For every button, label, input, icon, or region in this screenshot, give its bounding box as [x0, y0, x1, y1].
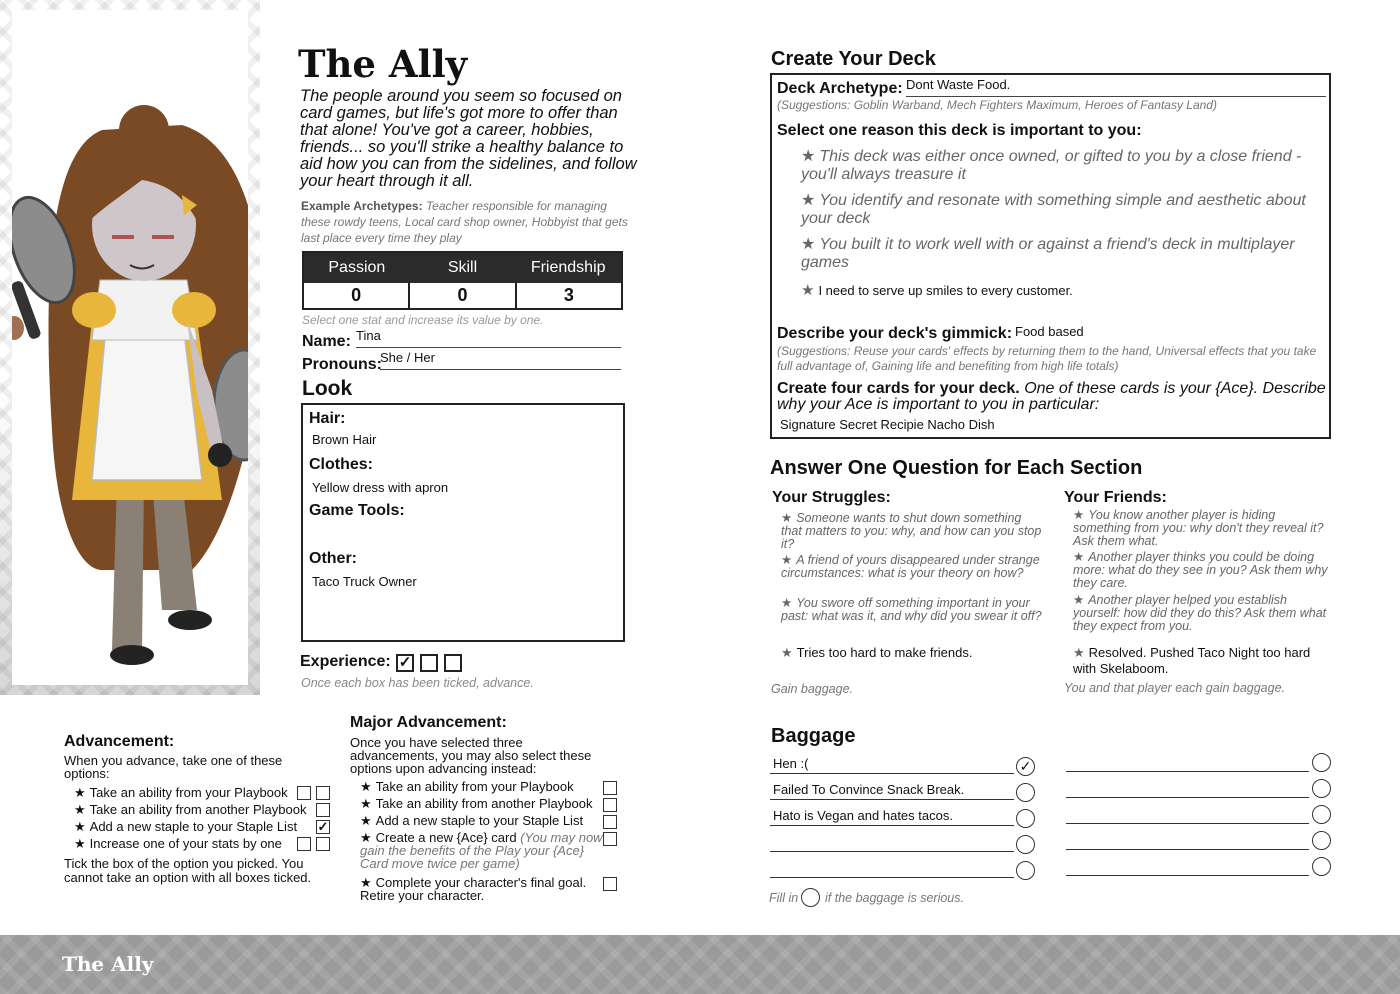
deck-gimmick-suggestions: (Suggestions: Reuse your cards' effects by returning them to the hand, Universal effects that you take full advantage of, Gaining life and benefiting from high life totals) [777, 344, 1317, 373]
stats-value-row [304, 283, 621, 308]
stat-header-passion: Passion [328, 259, 386, 276]
stats-table [302, 251, 623, 310]
stat-value-friendship[interactable]: 3 [515, 283, 621, 308]
friends-title: Your Friends: [1064, 489, 1167, 506]
deck-reason-option[interactable]: ★ You identify and resonate with something simple and aesthetic about your deck [801, 192, 1326, 228]
hair-label: Hair: [309, 410, 346, 427]
advancement-checkbox[interactable] [316, 803, 330, 817]
name-field[interactable]: Tina [356, 328, 621, 348]
advancement-option: ★ Take an ability from your Playbook [74, 785, 288, 801]
baggage-line[interactable] [770, 856, 1014, 878]
character-illustration [12, 10, 248, 685]
hair-value[interactable]: Brown Hair [312, 432, 377, 447]
advancement-checkbox[interactable]: ✓ [317, 819, 329, 834]
major-advancement-option: ★ Create a new {Ace} card (You may now gain the benefits of the Play your {Ace} Card move twice per game) [360, 831, 605, 870]
deck-box [770, 73, 1331, 439]
major-advancement-title: Major Advancement: [350, 714, 507, 731]
deck-reason-label: Select one reason this deck is important to you: [777, 122, 1142, 139]
example-archetypes-text: Teacher responsible for managing these rowdy teens, Local card shop owner, Hobbyist that gets last place every time they play [301, 199, 628, 245]
stats-header-row [304, 253, 621, 283]
baggage-serious-circle[interactable] [1016, 809, 1035, 828]
experience-checkbox[interactable]: ✓ [396, 654, 414, 672]
advancement-checkbox[interactable] [297, 837, 311, 851]
major-advancement-intro: Once you have selected three advancements, you may also select these options upon advancing instead: [350, 735, 592, 776]
baggage-serious-circle[interactable] [1016, 861, 1035, 880]
pronouns-field[interactable]: She / Her [380, 350, 621, 370]
baggage-line[interactable]: Failed To Convince Snack Break. [770, 778, 1014, 800]
friend-question[interactable]: ★ Another player helped you establish yourself: how did they do this? Ask them what they expect from you. [1073, 594, 1335, 633]
advancement-checkbox[interactable] [316, 786, 330, 800]
deck-gimmick-label: Describe your deck's gimmick: [777, 325, 1013, 342]
deck-archetype-field[interactable]: Dont Waste Food. [906, 77, 1326, 97]
major-advancement-checkbox[interactable] [603, 877, 617, 891]
baggage-line[interactable]: Hato is Vegan and hates tacos. [770, 804, 1014, 826]
baggage-serious-circle[interactable]: ✓ [1016, 757, 1035, 776]
major-advancement-checkbox[interactable] [603, 832, 617, 846]
advancement-option: ★ Add a new staple to your Staple List [74, 819, 297, 835]
character-art-frame [12, 10, 248, 685]
advancement-option: ★ Increase one of your stats by one [74, 836, 282, 852]
advancement-title: Advancement: [64, 733, 175, 750]
baggage-serious-circle[interactable] [1312, 779, 1331, 798]
experience-note: Once each box has been ticked, advance. [301, 676, 534, 690]
struggle-question[interactable]: ★ A friend of yours disappeared under strange circumstances: what is your theory on how? [781, 554, 1043, 580]
friend-answer[interactable]: ★ Resolved. Pushed Taco Night too hard with Skelaboom. [1073, 645, 1335, 677]
stat-header-skill: Skill [447, 259, 478, 276]
create-cards-prompt [777, 381, 1327, 413]
stat-instruction: Select one stat and increase its value by one. [302, 313, 544, 327]
create-cards-label-italic: One of these cards is your {Ace}. Describe why your Ace is important to you in particular: [777, 380, 1326, 413]
ace-card-field[interactable]: Signature Secret Recipie Nacho Dish [780, 417, 995, 432]
deck-gimmick-field[interactable]: Food based [1015, 324, 1084, 339]
deck-reason-option[interactable]: ★ You built it to work well with or against a friend's deck in multiplayer games [801, 236, 1326, 272]
example-archetypes-label: Example Archetypes: [301, 199, 423, 213]
major-advancement-option: ★ Add a new staple to your Staple List [360, 814, 605, 827]
major-advancement-option: ★ Take an ability from another Playbook [360, 797, 605, 810]
footer-band [0, 935, 1400, 994]
struggles-title: Your Struggles: [772, 489, 891, 506]
clothes-value[interactable]: Yellow dress with apron [312, 480, 449, 495]
baggage-footnote-pre: Fill in [769, 891, 799, 905]
serious-circle-example [801, 888, 820, 907]
advancement-intro: When you advance, take one of these options: [64, 753, 283, 781]
major-advancement-checkbox[interactable] [603, 815, 617, 829]
baggage-serious-circle[interactable] [1016, 783, 1035, 802]
experience-label: Experience: [300, 653, 391, 670]
struggle-answer[interactable]: ★ Tries too hard to make friends. [781, 645, 1041, 661]
struggle-question[interactable]: ★ Someone wants to shut down something that matters to you: why, and how can you stop it? [781, 512, 1043, 551]
baggage-line[interactable] [770, 830, 1014, 852]
example-archetypes [301, 198, 631, 246]
name-label: Name: [302, 333, 351, 350]
major-advancement-checkbox[interactable] [603, 781, 617, 795]
experience-checkbox[interactable] [444, 654, 462, 672]
major-advancement-option: ★ Complete your character's final goal. Retire your character. [360, 876, 605, 902]
advancement-option: ★ Take an ability from another Playbook [74, 802, 306, 818]
game-tools-label: Game Tools: [309, 502, 405, 519]
baggage-footnote-post: if the baggage is serious. [825, 891, 964, 905]
footer-title: The Ally [62, 952, 154, 976]
major-advancement-checkbox[interactable] [603, 798, 617, 812]
other-value[interactable]: Taco Truck Owner [312, 574, 417, 589]
pronouns-label: Pronouns: [302, 356, 382, 373]
struggles-footnote: Gain baggage. [771, 682, 854, 696]
look-box [301, 403, 625, 642]
friend-question[interactable]: ★ You know another player is hiding something from you: why don't they reveal it? Ask them what. [1073, 509, 1335, 548]
baggage-serious-circle[interactable] [1312, 753, 1331, 772]
deck-reason-option[interactable]: ★ This deck was either once owned, or gifted to you by a close friend - you'll always treasure it [801, 148, 1326, 184]
major-advancement-option: ★ Take an ability from your Playbook [360, 780, 605, 793]
baggage-serious-circle[interactable] [1016, 835, 1035, 854]
page-title: The Ally [298, 42, 468, 86]
baggage-line[interactable] [1066, 854, 1309, 876]
baggage-title: Baggage [771, 725, 856, 747]
create-cards-label: Create four cards for your deck. [777, 380, 1020, 397]
stat-value-passion[interactable]: 0 [351, 285, 362, 305]
advancement-footnote: Tick the box of the option you picked. You cannot take an option with all boxes ticked. [64, 856, 312, 885]
deck-archetype-suggestions: (Suggestions: Goblin Warband, Mech Fighters Maximum, Heroes of Fantasy Land) [777, 98, 1217, 112]
questions-title: Answer One Question for Each Section [770, 457, 1143, 479]
advancement-checkbox[interactable] [316, 837, 330, 851]
deck-archetype-label: Deck Archetype: [777, 80, 903, 97]
other-label: Other: [309, 550, 357, 567]
baggage-line[interactable] [1066, 750, 1309, 772]
clothes-label: Clothes: [309, 456, 373, 473]
baggage-line[interactable] [1066, 776, 1309, 798]
baggage-line[interactable] [1066, 802, 1309, 824]
create-deck-title: Create Your Deck [771, 48, 936, 70]
look-title: Look [302, 377, 353, 400]
experience-checkbox[interactable] [420, 654, 438, 672]
baggage-serious-circle[interactable] [1312, 831, 1331, 850]
baggage-serious-circle[interactable] [1312, 805, 1331, 824]
baggage-line[interactable] [1066, 828, 1309, 850]
deck-reason-custom[interactable]: ★ I need to serve up smiles to every customer. [801, 281, 1073, 299]
stat-header-friendship: Friendship [530, 259, 606, 276]
baggage-line[interactable]: Hen :( [770, 752, 1014, 774]
baggage-serious-circle[interactable] [1312, 857, 1331, 876]
advancement-checkbox[interactable] [297, 786, 311, 800]
intro-text: The people around you seem so focused on card games, but life's got more to offer than that alone! You've got a career, hobbies, friends... so you'll strike a healthy balance to aid how you can from the sidelines, and follow your heart through it all. [300, 87, 637, 190]
struggle-question[interactable]: ★ You swore off something important in your past: what was it, and why did you swear it off? [781, 597, 1043, 623]
friend-question[interactable]: ★ Another player thinks you could be doing more: what do they see in you? Ask them why they care. [1073, 551, 1335, 590]
stat-value-skill[interactable]: 0 [408, 283, 514, 308]
friends-footnote: You and that player each gain baggage. [1064, 681, 1286, 695]
